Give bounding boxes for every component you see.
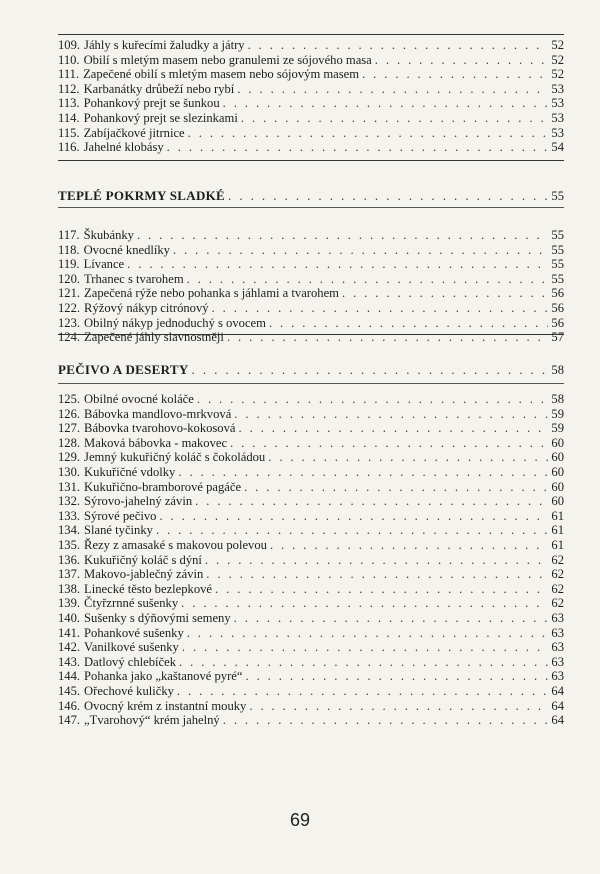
dot-leader <box>227 436 548 450</box>
recipe-title: Trhanec s tvarohem <box>84 271 184 286</box>
recipe-number: 114. <box>58 111 80 125</box>
recipe-page-number: 63 <box>551 669 564 684</box>
toc-entry <box>58 611 564 625</box>
dot-leader <box>175 465 548 479</box>
toc-entry <box>58 272 564 286</box>
recipe-number: 111. <box>58 67 80 82</box>
recipe-number: 138. <box>58 581 81 596</box>
dot-leader <box>224 330 548 344</box>
recipe-title: Ovocný krém z instantní mouky <box>84 698 247 713</box>
block-start-rule <box>58 34 564 35</box>
recipe-page-number: 52 <box>551 67 564 82</box>
toc-entry <box>58 538 564 552</box>
dot-leader <box>241 480 548 494</box>
recipe-page-number: 53 <box>551 81 564 96</box>
recipe-number: 145. <box>58 684 81 698</box>
recipe-number: 112. <box>58 81 80 96</box>
dot-leader <box>267 538 548 552</box>
recipe-title: Obilné ovocné koláče <box>84 392 194 406</box>
recipe-title: Kukuřično-bramborové pagáče <box>84 479 242 494</box>
recipe-page-number: 60 <box>551 465 564 479</box>
toc-entry <box>58 436 564 450</box>
recipe-number: 142. <box>58 640 81 655</box>
toc-entry <box>58 450 564 464</box>
toc-entry <box>58 669 564 683</box>
recipe-title: Maková bábovka - makovec <box>84 435 228 450</box>
recipe-number: 119. <box>58 257 80 272</box>
recipe-number: 135. <box>58 538 81 552</box>
recipe-page-number: 56 <box>551 286 564 301</box>
recipe-number: 120. <box>58 271 81 286</box>
recipe-page-number: 64 <box>551 684 564 698</box>
section-heading-row <box>58 188 564 204</box>
recipe-title: Kukuřičný koláč s dýní <box>84 552 202 567</box>
recipe-number: 137. <box>58 567 81 582</box>
section-divider-rule <box>58 383 564 384</box>
recipe-number: 117. <box>58 228 80 242</box>
dot-leader <box>179 640 548 654</box>
recipe-page-number: 60 <box>551 450 564 465</box>
toc-entry <box>58 316 564 330</box>
recipe-title: Makovo-jablečný závin <box>84 567 204 582</box>
recipe-page-number: 60 <box>551 494 564 509</box>
toc-entry <box>58 286 564 300</box>
toc-entry <box>58 465 564 479</box>
recipe-title: Pohankový prejt se šunkou <box>83 96 220 111</box>
dot-leader <box>339 286 548 300</box>
block-end-rule <box>58 160 564 161</box>
toc-entry <box>58 96 564 110</box>
recipe-title: Pohanka jako „kaštanové pyré“ <box>84 669 243 684</box>
toc-entry <box>58 713 564 727</box>
recipe-title: Zapečené obilí s mletým masem nebo sójovým masem <box>83 67 360 82</box>
dot-leader <box>246 699 548 713</box>
toc-entry <box>58 684 564 698</box>
recipe-title: Jemný kukuřičný koláč s čokoládou <box>84 450 266 465</box>
recipe-number: 133. <box>58 508 81 523</box>
dot-leader <box>124 257 548 271</box>
recipe-title: Řezy z amasaké s makovou polevou <box>84 538 267 552</box>
block-end-rule <box>58 334 564 335</box>
dot-leader <box>184 272 548 286</box>
recipe-title: Bábovka mandlovo-mrkvová <box>84 406 232 421</box>
recipe-number: 118. <box>58 242 80 257</box>
recipe-number: 110. <box>58 52 80 67</box>
recipe-number: 132. <box>58 494 81 509</box>
recipe-title: Jahelné klobásy <box>83 140 164 155</box>
dot-leader <box>192 494 548 508</box>
dot-leader <box>164 140 548 154</box>
toc-entry <box>58 640 564 654</box>
recipe-title: Jáhly s kuřecími žaludky a játry <box>84 38 245 52</box>
section-heading: TEPLÉ POKRMY SLADKÉ <box>58 188 226 203</box>
recipe-page-number: 63 <box>551 640 564 655</box>
recipe-page-number: 63 <box>551 611 564 625</box>
toc-entry <box>58 228 564 242</box>
toc-entry <box>58 494 564 508</box>
toc-entry <box>58 523 564 537</box>
recipe-title: Vanilkové sušenky <box>84 640 179 655</box>
recipe-title: Zapečené jáhly slavnostněji <box>84 330 224 345</box>
recipe-page-number: 52 <box>551 52 564 67</box>
recipe-page-number: 56 <box>551 315 564 330</box>
page-number: 69 <box>289 810 311 830</box>
recipe-number: 123. <box>58 315 81 330</box>
toc-entry <box>58 243 564 257</box>
recipe-page-number: 62 <box>551 552 564 567</box>
section-heading-row <box>58 362 564 378</box>
recipe-page-number: 59 <box>551 421 564 436</box>
recipe-number: 128. <box>58 435 81 450</box>
toc-entry <box>58 509 564 523</box>
dot-leader <box>234 82 548 96</box>
recipe-title: Bábovka tvarohovo-kokosová <box>84 421 236 436</box>
recipe-title: Čtyřzrnné sušenky <box>84 596 179 611</box>
recipe-page-number: 63 <box>551 625 564 640</box>
dot-leader <box>176 655 548 669</box>
toc-entry <box>58 407 564 421</box>
toc-entry <box>58 626 564 640</box>
dot-leader <box>220 96 548 110</box>
recipe-page-number: 53 <box>551 111 564 125</box>
dot-leader <box>202 553 548 567</box>
dot-leader <box>184 626 548 640</box>
toc-entry <box>58 257 564 271</box>
recipe-title: Ořechové kuličky <box>84 684 174 698</box>
recipe-page-number: 64 <box>551 698 564 713</box>
recipe-page-number: 60 <box>551 435 564 450</box>
dot-leader <box>238 111 548 125</box>
recipe-number: 115. <box>58 125 80 140</box>
recipe-title: Lívance <box>83 257 125 272</box>
recipe-number: 126. <box>58 406 81 421</box>
recipe-title: Pohankové sušenky <box>84 625 184 640</box>
toc-entry <box>58 38 564 52</box>
recipe-number: 140. <box>58 611 81 625</box>
section-page-number: 55 <box>551 189 564 203</box>
recipe-number: 134. <box>58 523 81 538</box>
dot-leader <box>153 523 548 537</box>
dot-leader <box>170 243 548 257</box>
toc-entry <box>58 53 564 67</box>
recipe-title: „Tvarohový“ krém jahelný <box>84 713 220 728</box>
recipe-page-number: 55 <box>551 271 564 286</box>
recipe-page-number: 55 <box>551 228 564 242</box>
section-divider-rule <box>58 207 564 208</box>
recipe-title: Rýžový nákyp citrónový <box>84 301 209 315</box>
recipe-page-number: 54 <box>551 140 564 155</box>
toc-entry <box>58 596 564 610</box>
recipe-page-number: 59 <box>551 406 564 421</box>
recipe-page-number: 64 <box>551 713 564 728</box>
section-page-number: 58 <box>551 363 564 377</box>
dot-leader <box>231 407 548 421</box>
toc-entry <box>58 567 564 581</box>
dot-leader <box>178 596 548 610</box>
recipe-page-number: 60 <box>551 479 564 494</box>
recipe-number: 143. <box>58 654 81 669</box>
recipe-number: 131. <box>58 479 81 494</box>
recipe-title: Zapečená rýže nebo pohanka s jáhlami a tvarohem <box>84 286 339 301</box>
recipe-number: 125. <box>58 392 81 406</box>
recipe-title: Ovocné knedlíky <box>83 242 170 257</box>
toc-entry <box>58 82 564 96</box>
recipe-title: Zabíjačkové jitrnice <box>83 125 185 140</box>
recipe-number: 144. <box>58 669 81 684</box>
recipe-title: Datlový chlebíček <box>84 654 177 669</box>
recipe-page-number: 61 <box>551 538 564 552</box>
dot-leader <box>212 582 548 596</box>
recipe-title: Sušenky s dýňovými semeny <box>84 611 231 625</box>
recipe-title: Sýrové pečivo <box>84 508 157 523</box>
recipe-page-number: 53 <box>551 96 564 111</box>
dot-leader <box>220 713 548 727</box>
recipe-number: 122. <box>58 301 81 315</box>
recipe-number: 109. <box>58 38 81 52</box>
toc-entry <box>58 699 564 713</box>
recipe-number: 113. <box>58 96 80 111</box>
recipe-page-number: 53 <box>551 125 564 140</box>
dot-leader <box>231 611 548 625</box>
recipe-page-number: 63 <box>551 654 564 669</box>
recipe-number: 121. <box>58 286 81 301</box>
dot-leader <box>189 362 552 378</box>
toc-entry <box>58 582 564 596</box>
toc-entry <box>58 553 564 567</box>
recipe-number: 139. <box>58 596 81 611</box>
toc-entry <box>58 126 564 140</box>
dot-leader <box>236 421 549 435</box>
recipe-title: Pohankový prejt se slezinkami <box>83 111 238 125</box>
dot-leader <box>203 567 548 581</box>
recipe-page-number: 62 <box>551 581 564 596</box>
recipe-page-number: 62 <box>551 567 564 582</box>
dot-leader <box>242 669 548 683</box>
recipe-title: Kukuřičné vdolky <box>84 465 176 479</box>
dot-leader <box>372 53 548 67</box>
dot-leader <box>194 392 548 406</box>
dot-leader <box>185 126 548 140</box>
recipe-title: Obilný nákyp jednoduchý s ovocem <box>84 315 266 330</box>
recipe-title: Karbanátky drůbeží nebo rybí <box>83 81 235 96</box>
dot-leader <box>266 316 548 330</box>
recipe-number: 124. <box>58 330 81 345</box>
recipe-page-number: 55 <box>551 242 564 257</box>
dot-leader <box>225 188 551 204</box>
toc-entry <box>58 421 564 435</box>
recipe-title: Obilí s mletým masem nebo granulemi ze sójového masa <box>83 52 372 67</box>
dot-leader <box>245 38 548 52</box>
recipe-page-number: 61 <box>551 508 564 523</box>
recipe-page-number: 52 <box>551 38 564 52</box>
dot-leader <box>156 509 548 523</box>
dot-leader <box>359 67 548 81</box>
toc-entry <box>58 330 564 344</box>
recipe-number: 130. <box>58 465 81 479</box>
recipe-page-number: 61 <box>551 523 564 538</box>
recipe-title: Linecké těsto bezlepkové <box>84 581 213 596</box>
section-heading: PEČIVO A DESERTY <box>58 362 189 377</box>
toc-entry <box>58 67 564 81</box>
recipe-number: 146. <box>58 698 81 713</box>
recipe-title: Škubánky <box>83 228 134 242</box>
recipe-number: 141. <box>58 625 81 640</box>
recipe-number: 147. <box>58 713 81 728</box>
dot-leader <box>174 684 548 698</box>
toc-entry <box>58 655 564 669</box>
recipe-page-number: 58 <box>551 392 564 406</box>
recipe-number: 129. <box>58 450 81 465</box>
recipe-page-number: 57 <box>551 330 564 345</box>
dot-leader <box>265 450 548 464</box>
recipe-number: 136. <box>58 552 81 567</box>
recipe-page-number: 55 <box>551 257 564 272</box>
toc-entry <box>58 140 564 154</box>
recipe-page-number: 62 <box>551 596 564 611</box>
recipe-page-number: 56 <box>551 301 564 315</box>
toc-entry <box>58 111 564 125</box>
toc-entry <box>58 480 564 494</box>
dot-leader <box>134 228 548 242</box>
toc-entry <box>58 392 564 406</box>
recipe-number: 127. <box>58 421 81 436</box>
recipe-number: 116. <box>58 140 80 155</box>
dot-leader <box>209 301 548 315</box>
toc-entry <box>58 301 564 315</box>
recipe-title: Slané tyčinky <box>84 523 153 538</box>
recipe-title: Sýrovo-jahelný závin <box>84 494 193 509</box>
